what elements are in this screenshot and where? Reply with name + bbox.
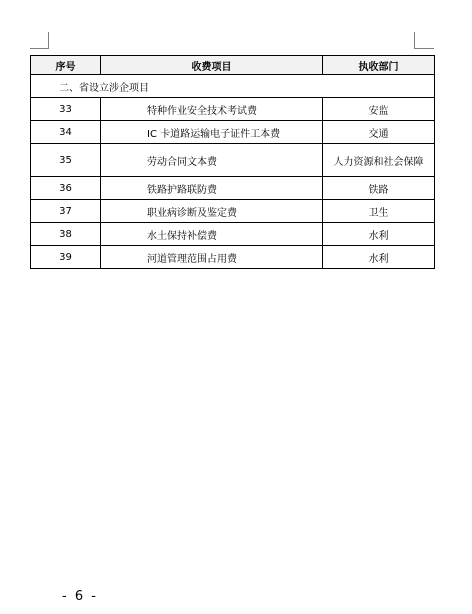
row-department: 水利 [323,246,435,269]
page-number: - 6 - [62,589,98,604]
row-serial: 38 [31,223,101,246]
row-fee-item: 劳动合同文本费 [101,144,323,177]
fee-table [30,55,435,269]
row-department: 水利 [323,223,435,246]
section-row [31,75,435,98]
header-serial: 序号 [31,56,101,75]
row-department: 人力资源和社会保障 [323,144,435,177]
crop-mark-top-right [414,32,415,49]
table-row [31,177,435,200]
row-department: 安监 [323,98,435,121]
table-row [31,121,435,144]
row-fee-item: IC 卡道路运输电子证件工本费 [101,121,323,144]
table-row [31,98,435,121]
crop-mark-left [30,48,48,49]
header-department: 执收部门 [323,56,435,75]
row-serial: 35 [31,144,101,177]
row-serial: 37 [31,200,101,223]
row-fee-item: 铁路护路联防费 [101,177,323,200]
row-fee-item: 职业病诊断及鉴定费 [101,200,323,223]
row-department: 卫生 [323,200,435,223]
table-row [31,246,435,269]
row-fee-item: 河道管理范围占用费 [101,246,323,269]
table-row [31,200,435,223]
section-label: 二、省设立涉企项目 [31,75,435,98]
header-fee-item: 收费项目 [101,56,323,75]
row-department: 交通 [323,121,435,144]
row-department: 铁路 [323,177,435,200]
crop-mark-top-left [48,32,49,49]
table-header-row [31,56,435,75]
crop-mark-right [415,48,434,49]
table-row [31,223,435,246]
table-row [31,144,435,177]
row-serial: 34 [31,121,101,144]
row-fee-item: 水土保持补偿费 [101,223,323,246]
row-serial: 36 [31,177,101,200]
row-fee-item: 特种作业安全技术考试费 [101,98,323,121]
row-serial: 33 [31,98,101,121]
row-serial: 39 [31,246,101,269]
